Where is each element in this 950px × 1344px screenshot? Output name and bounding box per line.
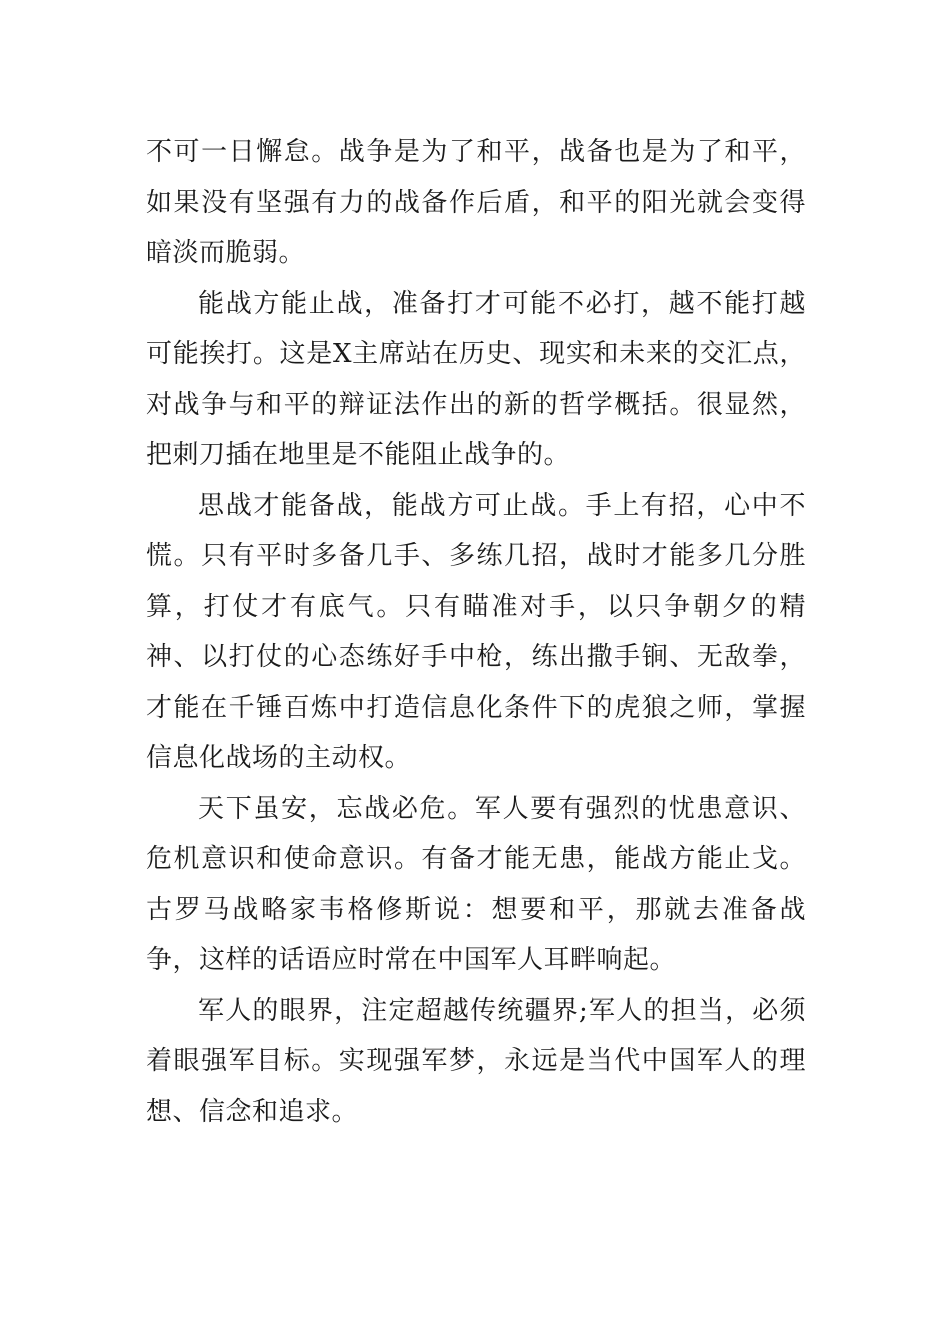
- paragraph-5: 军人的眼界，注定超越传统疆界;军人的担当，必须着眼强军目标。实现强军梦，永远是当代中国军人的理想、信念和追求。: [146, 995, 806, 1127]
- document-body: [146, 127, 806, 1137]
- paragraph-4: 天下虽安，忘战必危。军人要有强烈的忧患意识、危机意识和使命意识。有备才能无患，能战方能止戈。古罗马战略家韦格修斯说：想要和平，那就去准备战争，这样的话语应时常在中国军人耳畔响起。: [146, 793, 806, 975]
- paragraph-2: 能战方能止战，准备打才可能不必打，越不能打越可能挨打。这是X主席站在历史、现实和未来的交汇点，对战争与和平的辩证法作出的新的哲学概括。很显然，把刺刀插在地里是不能阻止战争的。: [146, 288, 806, 470]
- paragraph-1: 不可一日懈怠。战争是为了和平，战备也是为了和平，如果没有坚强有力的战备作后盾，和平的阳光就会变得暗淡而脆弱。: [146, 137, 806, 268]
- paragraph-3: 思战才能备战，能战方可止战。手上有招，心中不慌。只有平时多备几手、多练几招，战时才能多几分胜算，打仗才有底气。只有瞄准对手，以只争朝夕的精神、以打仗的心态练好手中枪，练出撒手锏、无敌拳，才能在千锤百炼中打造信息化条件下的虎狼之师，掌握信息化战场的主动权。: [146, 490, 806, 773]
